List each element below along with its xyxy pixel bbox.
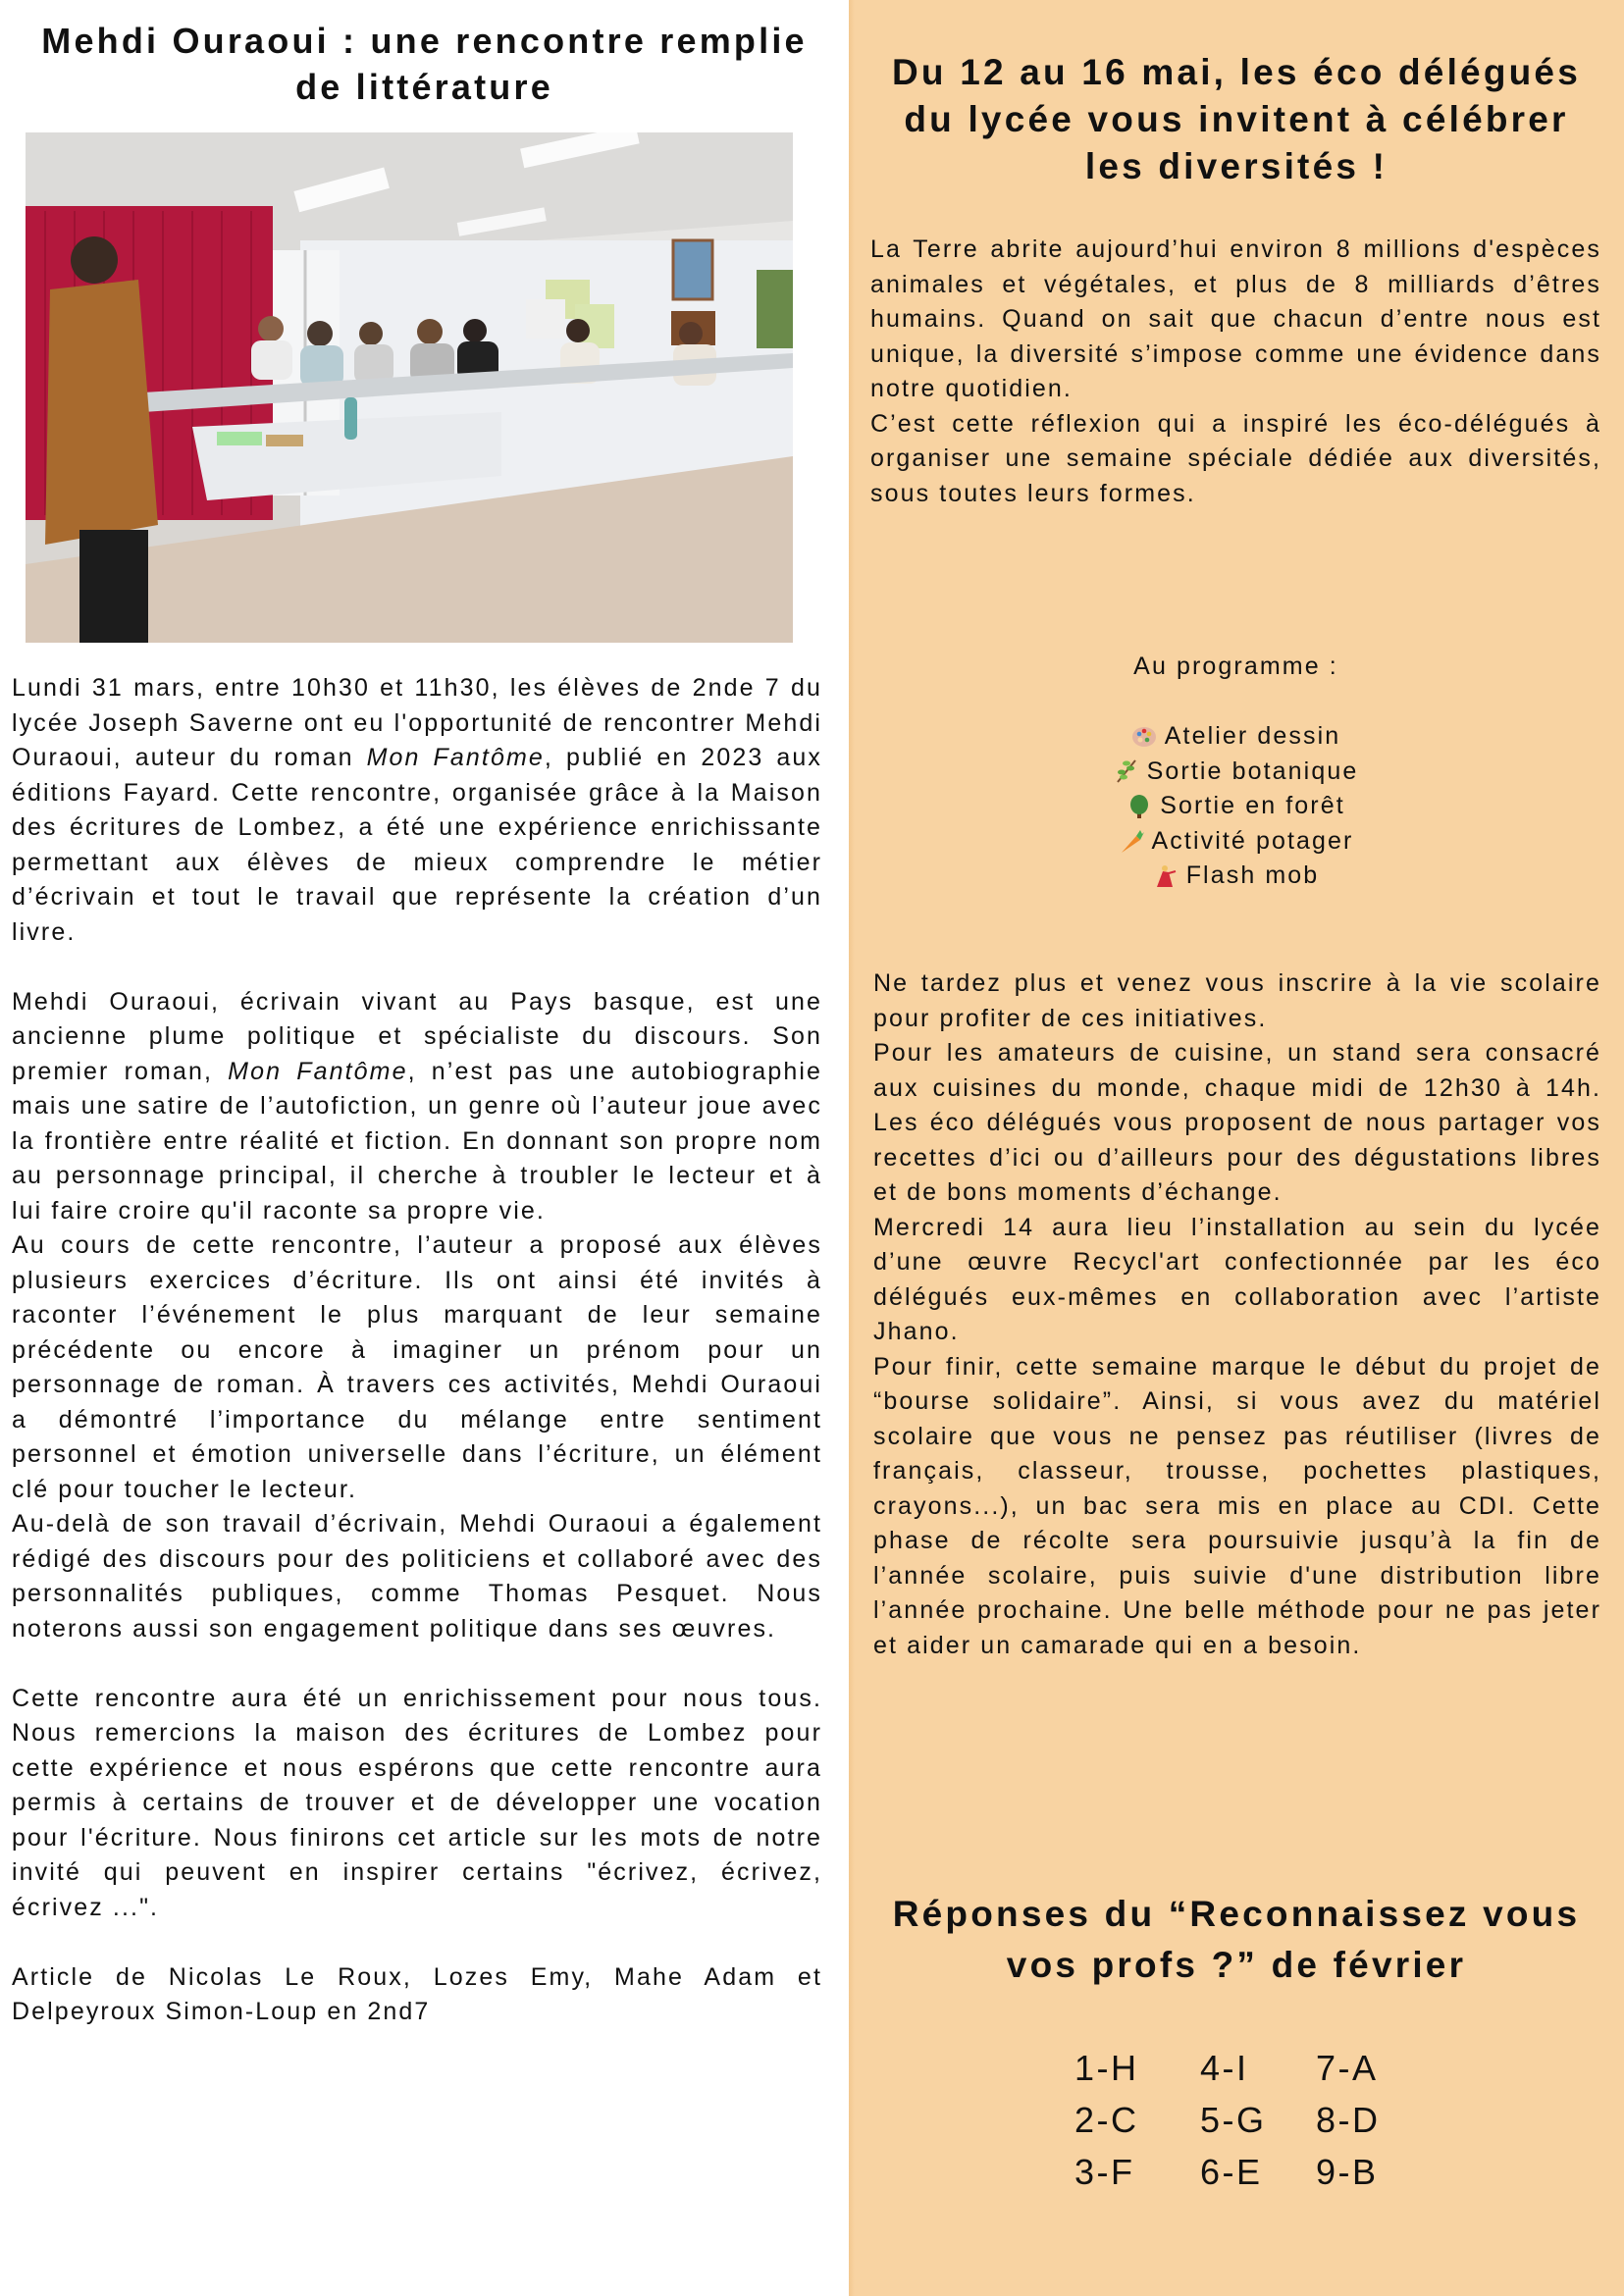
answer-item: 2-C: [1074, 2100, 1139, 2140]
answer-item: 5-G: [1200, 2100, 1267, 2140]
article-title-ouraoui: Mehdi Ouraoui : une rencontre remplie de littérature: [41, 21, 808, 107]
paragraph-text: , publié en 2023 aux éditions Fayard. Cette rencontre, organisée grâce à la Maison des écritures de Lombez, a été une expérience enrichissante permettant aux élèves de mieux comprendre le métier d’écrivain et tout le travail que représente la création d’un livre.: [12, 744, 822, 946]
programme-item-label: Sortie en forêt: [1160, 792, 1345, 819]
answer-item: 6-E: [1200, 2152, 1263, 2192]
book-title: Mon Fantôme: [366, 744, 545, 771]
programme-item: [870, 755, 1601, 790]
answer-item: 3-F: [1074, 2152, 1135, 2192]
classroom-photo-illustration: [26, 132, 793, 643]
programme-item-label: Sortie botanique: [1146, 757, 1359, 785]
intro-paragraph: C’est cette réflexion qui a inspiré les éco-délégués à organiser une semaine spéciale dédiée aux diversités, sous toutes leurs formes.: [870, 409, 1601, 507]
programme-item-label: Flash mob: [1185, 861, 1320, 889]
paragraph-text: Lundi 31 mars, entre 10h30 et 11h30, les élèves de 2nde 7 du lycée Joseph Saverne ont eu l'opportunité de rencontrer Mehdi Ouraoui, auteur du roman: [12, 674, 822, 771]
programme-item: [870, 824, 1601, 860]
article-paragraph: [12, 1960, 822, 2030]
paragraph-text: , n’est pas une autobiographie mais une satire de l’autofiction, un genre où l’auteur joue avec la frontière entre réalité et fiction. En donnant son propre nom au personnage principal, il cherche à troubler le lecteur et à lui faire croire qu'il raconte sa propre vie.: [12, 1057, 822, 1225]
paragraph-gap: [12, 1646, 822, 1682]
paragraph-gap: [12, 950, 822, 985]
book-title: Mon Fantôme: [228, 1057, 408, 1085]
body-paragraph: Mercredi 14 aura lieu l’installation au sein du lycée d’une œuvre Recycl'art confectionnée par les éco délégués eux-mêmes en collaboration avec l’artiste Jhano.: [873, 1213, 1601, 1345]
programme-item-label: Atelier dessin: [1164, 722, 1341, 750]
carrot-icon: [1119, 828, 1144, 854]
answer-item: 1-H: [1074, 2048, 1139, 2088]
answers-grid: [1074, 2046, 1414, 2194]
paragraph-text: Au-delà de son travail d’écrivain, Mehdi Ouraoui a également rédigé des discours pour des politiciens et collaboré avec des personnalités publiques, comme Thomas Pesquet. Nous noterons aussi son engagement politique dans ses œuvres.: [12, 1510, 822, 1643]
paragraph-text: Cette rencontre aura été un enrichissement pour nous tous. Nous remercions la maison des écritures de Lombez pour cette expérience et nous espérons que cette rencontre aura permis à certains de trouver et de développer une vocation pour l'écriture. Nous finirons cet article sur les mots de notre invité qui peuvent en inspirer certains "écrivez, écrivez, écrivez ...".: [12, 1684, 822, 1921]
tree-icon: [1126, 794, 1152, 819]
programme-item: [870, 789, 1601, 824]
body-paragraph: Ne tardez plus et venez vous inscrire à la vie scolaire pour profiter de ces initiatives.: [873, 969, 1601, 1032]
answer-item: 8-D: [1316, 2100, 1381, 2140]
article-paragraph: [12, 985, 822, 1229]
paragraph-text: Mehdi Ouraoui, écrivain vivant au Pays basque, est une ancienne plume politique et spécialiste du discours. Son premier roman,: [12, 987, 822, 1085]
paragraph-text: Au cours de cette rencontre, l’auteur a proposé aux élèves plusieurs exercices d’écriture. Ils ont ainsi été invités à raconter l’événement le plus marquant de leur semaine précédente ou encore à imaginer un prénom pour un personnage de roman. À travers ces activités, Mehdi Ouraoui a démontré l’importance du mélange entre sentiment personnel et émotion universelle dans l’écriture, un élément clé pour toucher le lecteur.: [12, 1231, 822, 1503]
palette-icon: [1131, 724, 1157, 750]
dancer-icon: [1153, 863, 1179, 889]
programme-item: [870, 719, 1601, 755]
article-ouraoui-body: [12, 671, 822, 2030]
answer-item: 7-A: [1316, 2048, 1379, 2088]
article-paragraph: [12, 1507, 822, 1646]
body-paragraph: Pour finir, cette semaine marque le début du projet de “bourse solidaire”. Ainsi, si vous avez du matériel scolaire que vous ne pensez pas réutiliser (livres de français, classeur, trousse, pochettes plastiques, crayons...), un bac sera mis en place au CDI. Cette phase de récolte sera poursuivie jusqu’à la fin de l’année scolaire, puis suivie d'une distribution libre l’année prochaine. Une belle méthode pour ne pas jeter et aider un camarade qui en a besoin.: [873, 1352, 1601, 1659]
herb-icon: [1114, 758, 1139, 784]
classroom-photo: [26, 132, 793, 643]
body-paragraph: Pour les amateurs de cuisine, un stand sera consacré aux cuisines du monde, chaque midi de 12h30 à 14h. Les éco délégués vous proposent de nous partager vos recettes d’ici ou d’ailleurs pour des dégustations libres et de bons moments d’échange.: [873, 1039, 1601, 1206]
intro-paragraph: La Terre abrite aujourd’hui environ 8 millions d'espèces animales et végétales, et plus de 8 milliards d’êtres humains. Quand on sait que chacun d’entre nous est unique, la diversité s’impose comme une évidence dans notre quotidien.: [870, 235, 1601, 402]
paragraph-text: Article de Nicolas Le Roux, Lozes Emy, Mahe Adam et Delpeyroux Simon-Loup en 2nd7: [12, 1962, 822, 2025]
article-paragraph: [12, 671, 822, 950]
diversites-body: [873, 966, 1601, 1663]
programme-list: [870, 650, 1601, 894]
article-title-diversites: Du 12 au 16 mai, les éco délégués du lycée vous invitent à célébrer les diversités !: [892, 52, 1581, 186]
programme-label: Au programme :: [1133, 652, 1338, 680]
programme-item-label: Activité potager: [1151, 826, 1354, 855]
answers-title: Réponses du “Reconnaissez vous vos profs ?” de février: [892, 1894, 1581, 1985]
article-paragraph: [12, 1228, 822, 1507]
diversites-intro: [870, 233, 1601, 511]
article-paragraph: [12, 1682, 822, 1926]
programme-item: [870, 859, 1601, 894]
answer-item: 4-I: [1200, 2048, 1249, 2088]
answer-item: 9-B: [1316, 2152, 1379, 2192]
paragraph-gap: [12, 1925, 822, 1960]
